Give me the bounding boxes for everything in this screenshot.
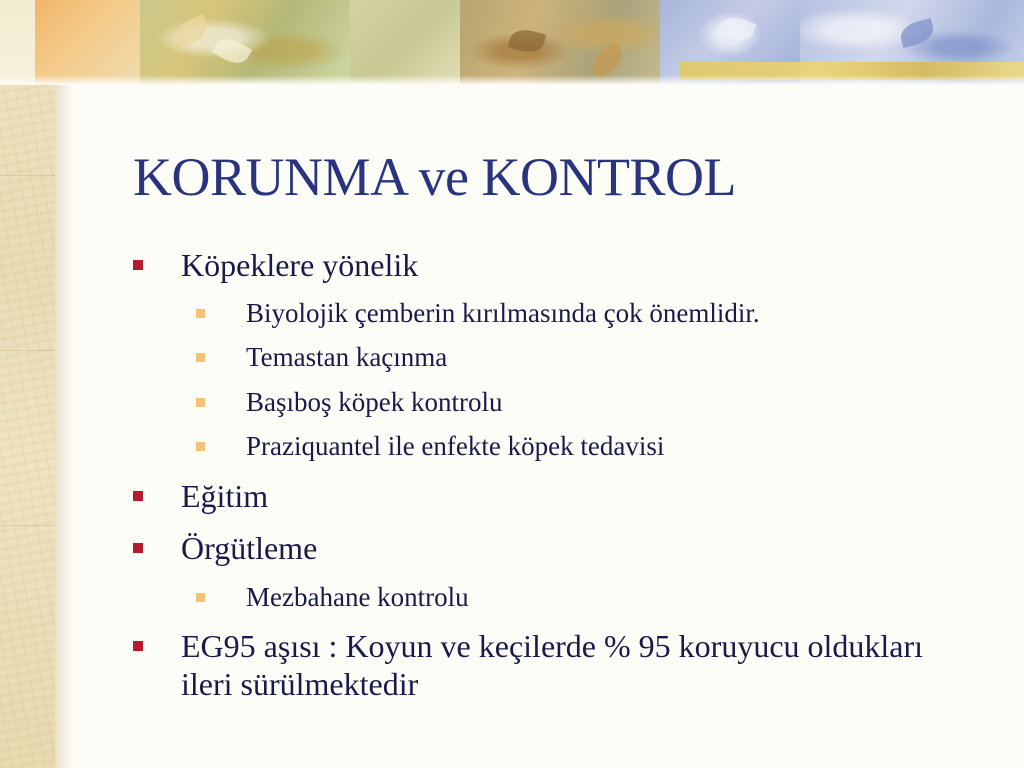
list-item-text: Eğitim <box>181 478 269 514</box>
square-bullet-icon <box>196 442 205 451</box>
square-bullet-icon <box>133 491 143 501</box>
list-item-text: Başıboş köpek kontrolu <box>246 387 503 417</box>
slide-title: KORUNMA ve KONTROL <box>133 147 736 207</box>
square-bullet-icon <box>196 398 205 407</box>
square-bullet-icon <box>133 641 143 651</box>
list-item-text: Biyolojik çemberin kırılmasında çok önemlidir. <box>246 298 760 328</box>
square-bullet-icon <box>196 309 205 318</box>
list-item-text: EG95 aşısı : Koyun ve keçilerde % 95 koruyucu oldukları ileri sürülmektedir <box>181 628 924 702</box>
square-bullet-icon <box>196 353 205 362</box>
list-item-text: Praziquantel ile enfekte köpek tedavisi <box>246 431 665 461</box>
square-bullet-icon <box>133 543 143 553</box>
list-item-text: Örgütleme <box>181 530 318 566</box>
list-item-text: Köpeklere yönelik <box>181 247 419 283</box>
square-bullet-icon <box>196 593 205 602</box>
list-item-text: Temastan kaçınma <box>246 342 448 372</box>
list-item-text: Mezbahane kontrolu <box>246 582 469 612</box>
square-bullet-icon <box>133 260 143 270</box>
